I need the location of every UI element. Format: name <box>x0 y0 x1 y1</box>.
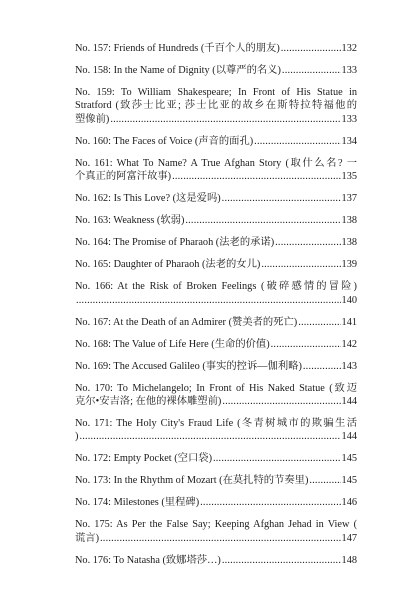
dot-leader <box>100 532 341 545</box>
page-number: 145 <box>341 453 357 465</box>
dot-leader <box>275 236 340 249</box>
dot-leader <box>222 192 341 205</box>
dot-leader <box>298 316 340 329</box>
dot-leader <box>281 42 341 55</box>
toc-entry-row <box>75 532 357 545</box>
toc-entry-title: No. 168: The Value of Life Here (生命的价值) <box>75 338 270 350</box>
toc-entry <box>75 192 357 205</box>
toc-entry-row <box>75 214 357 227</box>
page-number: 133 <box>341 65 357 76</box>
toc-entry <box>75 316 357 329</box>
page-number: 138 <box>341 215 357 227</box>
toc-entry-row <box>75 294 357 307</box>
page-number: 132 <box>341 43 357 54</box>
page-number: 138 <box>341 237 357 249</box>
page-number: 145 <box>341 475 357 487</box>
toc-entry-title: No. 170: To Michelangelo; In Front of His Naked Statue (致迈 <box>75 382 357 394</box>
toc-entry <box>75 417 357 444</box>
toc-entry-row <box>75 113 357 126</box>
page-number: 143 <box>341 360 357 372</box>
toc-entry-title: No. 171: The Holy City's Fraud Life (冬青树城市的欺骗生活 <box>75 418 357 430</box>
toc-entry <box>75 496 357 509</box>
toc-entry-title-continued: 克尔•安吉洛; 在他的裸体雕塑前) <box>75 396 222 408</box>
dot-leader <box>213 452 341 465</box>
page-number: 135 <box>341 171 357 183</box>
dot-leader <box>172 170 340 183</box>
toc-entry-title: No. 175: As Per the False Say; Keeping Afghan Jehad in View ( <box>75 519 357 531</box>
toc-entry-title-continued: ) <box>75 431 79 443</box>
dot-leader <box>271 338 341 351</box>
page-number: 144 <box>341 431 357 443</box>
toc-entry <box>75 236 357 249</box>
toc-entry-title: No. 173: In the Rhythm of Mozart (在莫扎特的节奏里) <box>75 475 309 487</box>
toc-entry <box>75 518 357 545</box>
toc-entry-row <box>75 316 357 329</box>
toc-entry-row <box>75 474 357 487</box>
toc-entry-title: No. 166: At the Risk of Broken Feelings (破碎感情的冒险) <box>75 281 357 293</box>
page-number: 137 <box>341 193 357 205</box>
page-number: 146 <box>341 497 357 509</box>
dot-leader <box>110 113 340 126</box>
dot-leader <box>200 496 340 509</box>
toc-entry-row <box>75 64 357 77</box>
toc-entry <box>75 64 357 77</box>
toc-entry-row <box>75 430 357 443</box>
dot-leader <box>282 64 341 77</box>
toc-entry <box>75 258 357 271</box>
toc-entry <box>75 157 357 184</box>
toc-entry-title-continued: 个真正的阿富汗故事) <box>75 171 172 183</box>
dot-leader <box>79 430 340 443</box>
toc-entry <box>75 452 357 465</box>
toc-entry-title: No. 169: The Accused Galileo (事实的控诉—伽利略) <box>75 360 302 372</box>
toc-entry-title: No. 161: What To Name? A True Afghan Story (取什么名? 一 <box>75 157 357 169</box>
toc-entry <box>75 338 357 351</box>
dot-leader <box>222 554 341 567</box>
toc-entry <box>75 382 357 409</box>
page-number: 144 <box>341 396 357 408</box>
toc-entry-title: No. 174: Milestones (里程碑) <box>75 497 200 509</box>
toc-entry-title-continued: 谎言) <box>75 532 100 544</box>
page-number: 134 <box>341 135 357 147</box>
toc-entry-row <box>75 452 357 465</box>
page-number: 147 <box>341 532 357 544</box>
toc-entry-title: No. 157: Friends of Hundreds (千百个人的朋友) <box>75 43 280 54</box>
toc-entry-title-continued: 塑像前) <box>75 113 110 125</box>
dot-leader <box>222 395 340 408</box>
toc-entry <box>75 42 357 55</box>
toc-entry <box>75 86 357 126</box>
toc-entry <box>75 360 357 373</box>
toc-entry <box>75 135 357 148</box>
toc-entry <box>75 474 357 487</box>
toc-entry-row <box>75 554 357 567</box>
toc-entry-title: No. 164: The Promise of Pharaoh (法老的承诺) <box>75 237 275 249</box>
page-number: 133 <box>341 113 357 125</box>
toc-entry-row <box>75 395 357 408</box>
toc-entry-title: No. 160: The Faces of Voice (声音的面孔) <box>75 135 254 147</box>
toc-entry-title: No. 172: Empty Pocket (空口袋) <box>75 453 212 465</box>
dot-leader <box>254 135 340 148</box>
dot-leader <box>303 360 341 373</box>
toc-entry-row <box>75 496 357 509</box>
toc-entry-row <box>75 236 357 249</box>
toc-entry-title: No. 163: Weakness (软弱) <box>75 215 185 227</box>
page-number: 142 <box>341 338 357 350</box>
toc-entry-title: No. 167: At the Death of an Admirer (赞美者的死亡) <box>75 316 298 328</box>
toc-entry-title: No. 159: To William Shakespeare; In Front of His Statue in Stratford (致莎士比亚; 莎士比亚的故乡在斯特拉特福他的 <box>75 87 357 112</box>
page-number: 140 <box>341 294 357 306</box>
toc-entry-title: No. 165: Daughter of Pharaoh (法老的女儿) <box>75 259 261 271</box>
page-number: 139 <box>341 259 357 271</box>
toc-entry-title: No. 176: To Natasha (致娜塔莎…) <box>75 554 221 566</box>
dot-leader <box>309 474 340 487</box>
toc-entry-row <box>75 338 357 351</box>
toc-entry <box>75 280 357 307</box>
dot-leader <box>185 214 340 227</box>
toc-entry-title: No. 158: In the Name of Dignity (以尊严的名义) <box>75 65 281 76</box>
dot-leader <box>261 258 340 271</box>
page-number: 141 <box>341 316 357 328</box>
table-of-contents <box>75 42 357 576</box>
toc-entry-row <box>75 135 357 148</box>
toc-entry <box>75 214 357 227</box>
toc-entry-row <box>75 42 357 55</box>
toc-entry <box>75 554 357 567</box>
toc-entry-row <box>75 192 357 205</box>
toc-entry-row <box>75 360 357 373</box>
toc-entry-row <box>75 170 357 183</box>
dot-leader <box>76 294 341 307</box>
toc-entry-title: No. 162: Is This Love? (这是爱吗) <box>75 193 221 205</box>
toc-entry-row <box>75 258 357 271</box>
page-number: 148 <box>341 554 357 566</box>
